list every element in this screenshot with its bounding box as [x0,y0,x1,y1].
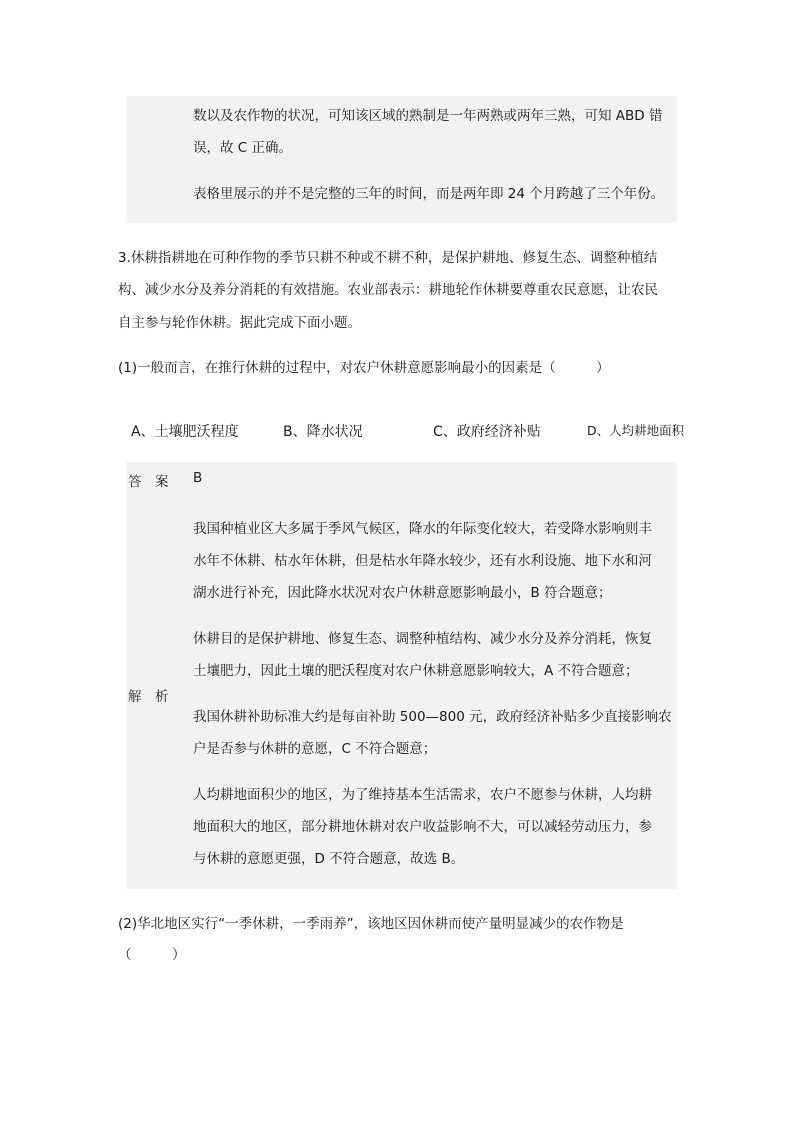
analysis-line: 我国种植业区大多属于季风气候区，降水的年际变化较大，若受降水影响则丰 [193,521,652,537]
analysis-line: 人均耕地面积少的地区，为了维持基本生活需求，农户不愿参与休耕，人均耕 [193,787,652,803]
answer-value: B [193,470,203,486]
option-b: B、降水状况 [283,424,363,440]
option-c: C、政府经济补贴 [433,424,541,440]
analysis-line: 土壤肥力，因此土壤的肥沃程度对农户休耕意愿影响较大，A 不符合题意； [193,663,639,679]
sub-question-prompt: （ ） [118,947,186,963]
sub-question-prompt: (1)一般而言，在推行休耕的过程中，对农户休耕意愿影响最小的因素是（ ） [118,360,610,376]
answer-label: 答 案 [128,474,169,490]
analysis-label: 解 析 [128,689,169,705]
option-d: D、人均耕地面积 [587,423,685,438]
analysis-line: 休耕目的是保护耕地、修复生态、调整种植结构、减少水分及养分消耗，恢复 [193,631,652,647]
prev-explanation-line: 误，故 C 正确。 [193,140,293,156]
analysis-line: 湖水进行补充，因此降水状况对农户休耕意愿影响最小，B 符合题意； [193,585,612,601]
analysis-line: 与休耕的意愿更强，D 不符合题意，故选 B。 [193,851,465,867]
question-stem-line: 自主参与轮作休耕。据此完成下面小题。 [118,315,361,331]
analysis-line: 地面积大的地区，部分耕地休耕对农户收益影响不大，可以减轻劳动压力，参 [193,819,652,835]
question-stem-line: 3.休耕指耕地在可种作物的季节只耕不种或不耕不种，是保护耕地、修复生态、调整种植结 [118,250,658,266]
prev-explanation-line: 数以及农作物的状况，可知该区域的熟制是一年两熟或两年三熟，可知 ABD 错 [193,108,663,124]
prev-explanation-note: 表格里展示的并不是完整的三年的时间，而是两年即 24 个月跨越了三个年份。 [193,186,665,202]
question-stem-line: 构、减少水分及养分消耗的有效措施。农业部表示：耕地轮作休耕要尊重农民意愿，让农民 [118,282,658,298]
sub-question-prompt: (2)华北地区实行“一季休耕，一季雨养”，该地区因休耕而使产量明显减少的农作物是 [118,916,624,932]
analysis-line: 户是否参与休耕的意愿，C 不符合题意； [193,741,437,757]
option-a: A、土壤肥沃程度 [131,424,239,440]
analysis-line: 水年不休耕、枯水年休耕，但是枯水年降水较少，还有水利设施、地下水和河 [193,553,652,569]
analysis-line: 我国休耕补助标准大约是每亩补助 500—800 元，政府经济补贴多少直接影响农 [193,709,672,725]
